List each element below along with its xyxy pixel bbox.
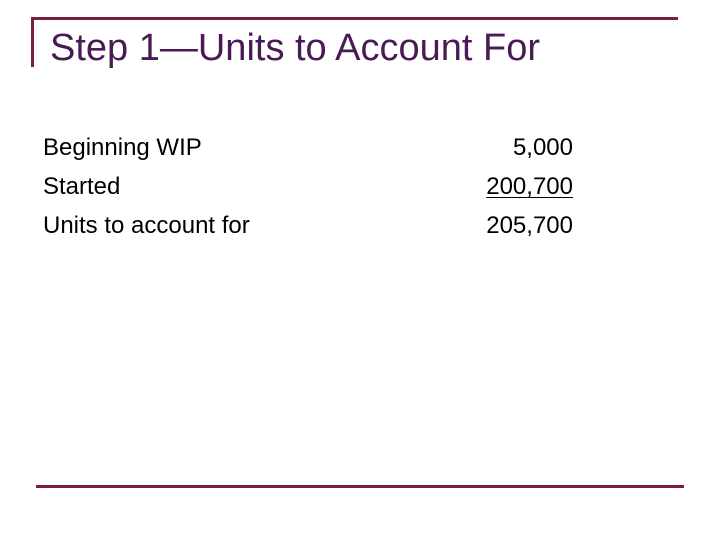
row-value-underlined: 200,700 bbox=[486, 173, 573, 200]
table-row-units-to-account-for bbox=[43, 206, 583, 245]
row-label: Beginning WIP bbox=[43, 134, 202, 161]
table-row-beginning-wip bbox=[43, 128, 583, 167]
row-value: 5,000 bbox=[512, 134, 573, 161]
footer-rule bbox=[36, 485, 684, 488]
table-row-started bbox=[43, 167, 583, 206]
slide-title: Step 1—Units to Account For bbox=[50, 27, 541, 69]
row-label: Started bbox=[43, 173, 121, 200]
row-value-total: 205,700 bbox=[486, 212, 573, 239]
units-table bbox=[43, 128, 583, 245]
row-label: Units to account for bbox=[43, 212, 250, 239]
title-frame-left-rule bbox=[31, 17, 34, 67]
title-frame-top-rule bbox=[31, 17, 678, 20]
